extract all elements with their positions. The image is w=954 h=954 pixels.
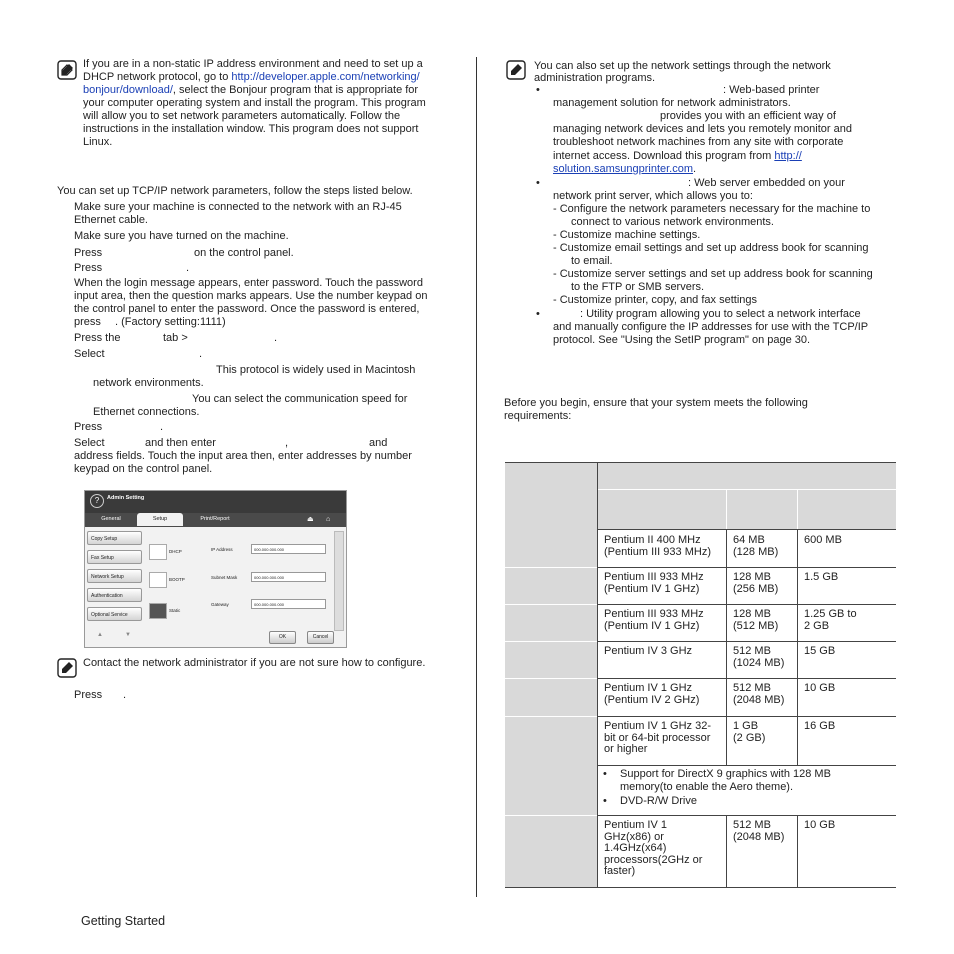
option-dhcp[interactable] [149, 544, 167, 560]
intro-text: You can set up TCP/IP network parameters, follow the steps listed below. [57, 185, 413, 197]
gateway-field[interactable]: 000.000.000.000 [251, 599, 326, 609]
hdd-cell: 10 GB [804, 819, 836, 831]
hdd-cell: 600 MB [804, 534, 842, 546]
rnote-line1: You can also set up the network settings through the network [534, 60, 831, 72]
b3-line2: and manually configure the IP addresses for use with the TCP/IP [553, 321, 869, 333]
step9-line2: address fields. Touch the input area then, enter addresses by number [74, 450, 412, 462]
note-icon [506, 60, 526, 80]
b2-dash1b: connect to various network environments. [571, 216, 774, 228]
step6-tab: tab > [163, 332, 188, 344]
b1-line1: : Web-based printer [723, 84, 820, 96]
before-line2: requirements: [504, 410, 572, 422]
b1-line6: internet access. Download this program from http:// [553, 150, 802, 162]
step7-dot: . [199, 348, 203, 360]
cpu-cell: Pentium III 933 MHz (Pentium IV 1 GHz) [604, 608, 704, 632]
hdd-cell: 16 GB [804, 720, 836, 732]
scroll-up-icon[interactable]: ▲ [97, 632, 103, 638]
b3-line1: : Utility program allowing you to select a network interface [580, 308, 861, 320]
option-bootp-label: BOOTP [169, 577, 185, 582]
tab-setup[interactable]: Setup [137, 513, 183, 526]
menu-fax-setup[interactable]: Fax Setup [87, 550, 142, 564]
step2: Make sure you have turned on the machine. [74, 230, 289, 242]
table-rule [505, 887, 896, 888]
b2-dash5: - Customize printer, copy, and fax settings [553, 294, 757, 306]
menu-copy-setup[interactable]: Copy Setup [87, 531, 142, 545]
menu-optional-service[interactable]: Optional Service [87, 607, 142, 621]
step1-line1: Make sure your machine is connected to the network with an RJ-45 [74, 201, 402, 213]
bullet-dot: • [603, 795, 607, 807]
cpu-cell: Pentium II 400 MHz (Pentium III 933 MHz) [604, 534, 711, 558]
extra-line1: Support for DirectX 9 graphics with 128 MB [620, 768, 831, 780]
ram-cell: 512 MB (2048 MB) [733, 819, 785, 843]
ram-cell: 1 GB (2 GB) [733, 720, 766, 744]
b2-line2: network print server, which allows you to: [553, 190, 753, 202]
step9-comma: , [285, 437, 289, 449]
os-divider [505, 604, 597, 605]
step3-rest: on the control panel. [194, 247, 294, 259]
subnet-mask-label: Subnet Mask [211, 575, 238, 580]
cpu-cell: Pentium IV 1 GHz(x86) or 1.4GHz(x64) processors(2GHz or faster) [604, 819, 703, 877]
step1-line2: Ethernet cable. [74, 214, 148, 226]
note-icon [57, 658, 77, 678]
bonjour-link-cont[interactable]: bonjour/download/ [83, 84, 173, 96]
table-rule [597, 489, 896, 490]
step4-dot: . [186, 262, 190, 274]
b3-line3: protocol. See "Using the SetIP program" on page 30. [553, 334, 811, 346]
step5-line3: the control panel to enter the password. Once the password is entered, [74, 303, 420, 315]
ip-address-field[interactable]: 000.000.000.000 [251, 544, 326, 554]
step6-press: Press the [74, 332, 121, 344]
menu-authentication[interactable]: Authentication [87, 588, 142, 602]
bonjour-link[interactable]: http://developer.apple.com/networking/ [231, 71, 420, 83]
b2-dash3b: to email. [571, 255, 613, 267]
b2-dash3a: - Customize email settings and set up address book for scanning [553, 242, 869, 254]
b1-line2: management solution for network administrators. [553, 97, 791, 109]
note1-line1: If you are in a non-static IP address environment and need to set up a [83, 58, 423, 70]
note1-line4: your computer operating system and install the program. This program [83, 97, 426, 109]
subnet-mask-field[interactable]: 000.000.000.000 [251, 572, 326, 582]
note-icon [57, 60, 77, 80]
b1-line5: troubleshoot network machines from any site with corporate [553, 136, 844, 148]
option-bootp[interactable] [149, 572, 167, 588]
note1-line7: Linux. [83, 136, 113, 148]
table-header-bg [505, 462, 896, 529]
extra-line3: DVD-R/W Drive [620, 795, 697, 807]
os-divider [505, 567, 597, 568]
os-divider [505, 716, 597, 717]
b1-line7: solution.samsungprinter.com. [553, 163, 697, 175]
samsung-link[interactable]: http:// [774, 150, 802, 162]
step7-sub1b: network environments. [93, 377, 204, 389]
ram-cell: 128 MB (256 MB) [733, 571, 779, 595]
step7-sub1a: This protocol is widely used in Macintosh [216, 364, 416, 376]
cpu-cell: Pentium III 933 MHz (Pentium IV 1 GHz) [604, 571, 704, 595]
table-col-rule [726, 489, 727, 529]
b2-line1: : Web server embedded on your [688, 177, 845, 189]
column-divider [476, 57, 477, 897]
ram-cell: 512 MB (2048 MB) [733, 682, 785, 706]
step4-press: Press [74, 262, 103, 274]
samsung-link-cont[interactable]: solution.samsungprinter.com [553, 163, 694, 175]
option-static-label: Static [169, 608, 181, 613]
os-divider [505, 815, 597, 816]
ram-cell: 64 MB (128 MB) [733, 534, 779, 558]
eject-icon[interactable]: ⏏ [307, 516, 314, 523]
cpu-cell: Pentium IV 1 GHz 32- bit or 64-bit processor or higher [604, 720, 711, 755]
hdd-cell: 1.25 GB to 2 GB [804, 608, 857, 632]
hdd-cell: 1.5 GB [804, 571, 839, 583]
b1-line4: managing network devices and lets you remotely monitor and [553, 123, 852, 135]
step7-sub2a: You can select the communication speed for [192, 393, 408, 405]
note1-line3: bonjour/download/, select the Bonjour program that is appropriate for [83, 84, 419, 96]
note1-line5: will allow you to set network parameters automatically. Follow the [83, 110, 401, 122]
step9-enter: and then enter [145, 437, 216, 449]
hdd-cell: 15 GB [804, 645, 836, 657]
help-icon[interactable]: ? [90, 494, 104, 508]
home-icon[interactable]: ⌂ [326, 516, 331, 523]
step9-line3: keypad on the control panel. [74, 463, 213, 475]
footer-section-title: Getting Started [81, 914, 166, 928]
ok-button[interactable]: OK [269, 631, 296, 644]
final-dot: . [123, 689, 127, 701]
step9-and: and [369, 437, 388, 449]
step8-dot: . [160, 421, 164, 433]
os-divider [505, 678, 597, 679]
step5-factory: . (Factory setting:1111) [115, 316, 226, 328]
b2-dash1a: - Configure the network parameters necessary for the machine to [553, 203, 871, 215]
extra-line2: memory(to enable the Aero theme). [620, 781, 794, 793]
cancel-button[interactable]: Cancel [307, 631, 334, 644]
step7-select: Select [74, 348, 105, 360]
final-press: Press [74, 689, 103, 701]
step8-press: Press [74, 421, 103, 433]
step9-select: Select [74, 437, 105, 449]
step5-press: press [74, 316, 101, 328]
b2-dash2: - Customize machine settings. [553, 229, 701, 241]
control-panel-screen [84, 490, 347, 648]
option-dhcp-label: DHCP [169, 549, 182, 554]
step6-dot: . [274, 332, 278, 344]
before-line1: Before you begin, ensure that your system meets the following [504, 397, 808, 409]
cpu-cell: Pentium IV 3 GHz [604, 645, 693, 657]
cpu-cell: Pentium IV 1 GHz (Pentium IV 2 GHz) [604, 682, 700, 706]
note1-line2: DHCP network protocol, go to http://developer.apple.com/networking/ [83, 71, 420, 83]
bullet-dot: • [536, 308, 540, 320]
ram-cell: 512 MB (1024 MB) [733, 645, 785, 669]
bullet-dot: • [536, 84, 540, 96]
step5-line2: input area, then the question marks appears. Use the number keypad on [74, 290, 428, 302]
rnote-line2: administration programs. [534, 72, 656, 84]
gateway-label: Gateway [211, 602, 229, 607]
tab-print-report[interactable]: Print/Report [200, 516, 230, 522]
tab-general[interactable]: General [101, 516, 121, 522]
note1-line6: instructions in the installation window. This program does not support [83, 123, 419, 135]
table-rule [505, 462, 896, 463]
b2-dash4a: - Customize server settings and set up address book for scanning [553, 268, 873, 280]
menu-network-setup[interactable]: Network Setup [87, 569, 142, 583]
option-static[interactable] [149, 603, 167, 619]
table-col-rule [797, 489, 798, 529]
hdd-cell: 10 GB [804, 682, 836, 694]
step7-sub2b: Ethernet connections. [93, 406, 200, 418]
bullet-dot: • [603, 768, 607, 780]
b1-line3: provides you with an efficient way of [660, 110, 836, 122]
step5-line1: When the login message appears, enter password. Touch the password [74, 277, 423, 289]
b2-dash4b: to the FTP or SMB servers. [571, 281, 705, 293]
screen-scrollbar[interactable] [334, 531, 344, 631]
scroll-down-icon[interactable]: ▼ [125, 632, 131, 638]
screen-title: Admin Setting [107, 495, 145, 501]
table-rule [597, 765, 896, 766]
table-os-column-bg [505, 529, 597, 887]
bullet-dot: • [536, 177, 540, 189]
note2-text: Contact the network administrator if you are not sure how to configure. [83, 657, 426, 669]
os-divider [505, 641, 597, 642]
ram-cell: 128 MB (512 MB) [733, 608, 779, 632]
ip-address-label: IP Address [211, 547, 233, 552]
step3-press: Press [74, 247, 103, 259]
